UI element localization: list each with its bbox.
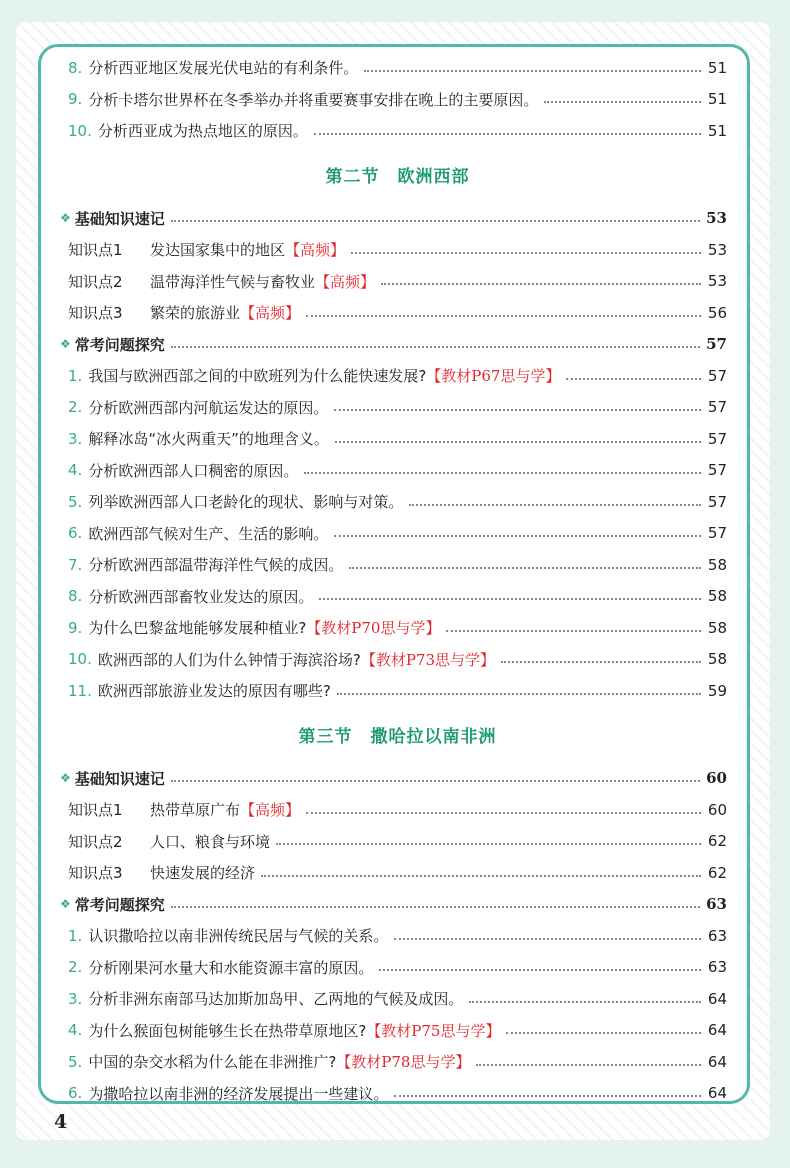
question-item[interactable] (68, 1046, 727, 1078)
knowledge-page: 53 (707, 272, 727, 291)
question-text: 分析刚果河水量大和水能资源丰富的原因。 (88, 958, 374, 977)
question-number: 7. (68, 555, 83, 574)
question-number: 5. (68, 492, 83, 511)
question-page: 64 (707, 1084, 727, 1103)
question-number: 6. (68, 524, 83, 543)
heading-text: 基础知识速记 (74, 769, 165, 788)
leader-dots (506, 1032, 701, 1034)
question-item[interactable] (68, 455, 727, 487)
question-text: 欧洲西部旅游业发达的原因有哪些? (97, 682, 331, 701)
basic-knowledge-heading[interactable] (60, 203, 727, 235)
leader-dots (469, 1001, 701, 1003)
leader-dots (476, 1064, 701, 1066)
leader-dots (334, 535, 701, 537)
table-of-contents (60, 52, 727, 1109)
knowledge-label: 知识点3 (68, 864, 123, 883)
knowledge-point[interactable] (68, 234, 727, 266)
question-text: 分析欧洲西部人口稠密的原因。 (88, 461, 299, 480)
question-text: 欧洲西部的人们为什么钟情于海滨浴场? (97, 650, 361, 669)
question-text: 为撒哈拉以南非洲的经济发展提出一些建议。 (88, 1084, 389, 1103)
textbook-tag: 【教材P73思与学】 (360, 650, 496, 669)
question-page: 64 (707, 989, 727, 1008)
knowledge-text: 热带草原广布 (150, 801, 241, 820)
diamond-icon: ❖ (60, 771, 71, 786)
question-item[interactable] (68, 675, 727, 707)
item-page: 51 (707, 58, 727, 77)
question-item[interactable] (68, 1078, 727, 1110)
question-item[interactable] (68, 920, 727, 952)
frequency-tag: 【高频】 (240, 801, 301, 820)
question-page: 64 (707, 1021, 727, 1040)
knowledge-page: 62 (707, 863, 727, 882)
knowledge-text: 温带海洋性气候与畜牧业 (150, 272, 316, 291)
leader-dots (381, 283, 701, 285)
frequency-tag: 【高频】 (240, 304, 301, 323)
leader-dots (364, 70, 701, 72)
leader-dots (261, 875, 701, 877)
leader-dots (409, 504, 701, 506)
knowledge-text: 发达国家集中的地区 (150, 241, 286, 260)
textbook-tag: 【教材P70思与学】 (306, 619, 441, 638)
question-item[interactable] (68, 486, 727, 518)
knowledge-label: 知识点2 (68, 832, 123, 851)
leader-dots (349, 567, 701, 569)
leader-dots (351, 252, 701, 254)
questions-heading[interactable] (60, 889, 727, 921)
item-page: 51 (707, 90, 727, 109)
leader-dots (394, 1095, 701, 1097)
question-page: 57 (707, 492, 727, 511)
question-item[interactable] (68, 581, 727, 613)
leader-dots (544, 101, 701, 103)
item-number: 10. (68, 121, 92, 140)
page-number: 4 (54, 1111, 68, 1133)
question-number: 9. (68, 618, 83, 637)
heading-text: 基础知识速记 (74, 209, 165, 228)
knowledge-point[interactable] (68, 266, 727, 298)
leader-dots (171, 906, 700, 908)
section-title: 第二节 欧洲西部 (325, 167, 470, 187)
question-page: 58 (707, 587, 727, 606)
question-number: 5. (68, 1052, 83, 1071)
textbook-tag: 【教材P78思与学】 (336, 1053, 471, 1072)
question-number: 3. (68, 429, 83, 448)
knowledge-text: 人口、粮食与环境 (150, 832, 271, 851)
heading-page: 63 (706, 895, 727, 914)
question-text: 解释冰岛“冰火两重天”的地理含义。 (88, 430, 329, 449)
knowledge-text: 快速发展的经济 (150, 864, 256, 883)
diamond-icon: ❖ (60, 337, 71, 352)
leader-dots (334, 409, 701, 411)
leader-dots (276, 843, 701, 845)
question-list (68, 920, 727, 1109)
leader-dots (501, 661, 701, 663)
leader-dots (171, 220, 700, 222)
question-number: 8. (68, 587, 83, 606)
question-item[interactable] (68, 983, 727, 1015)
knowledge-page: 62 (707, 832, 727, 851)
leader-dots (335, 441, 701, 443)
leader-dots (306, 812, 701, 814)
question-number: 2. (68, 398, 83, 417)
leader-dots (379, 969, 701, 971)
question-number: 3. (68, 989, 83, 1008)
question-text: 中国的杂交水稻为什么能在非洲推广? (88, 1053, 337, 1072)
basic-knowledge-heading[interactable] (60, 763, 727, 795)
knowledge-label: 知识点1 (68, 801, 123, 820)
question-number: 1. (68, 926, 83, 945)
question-item[interactable] (68, 423, 727, 455)
question-item[interactable] (68, 549, 727, 581)
question-item[interactable] (68, 644, 727, 676)
knowledge-label: 知识点3 (68, 304, 123, 323)
knowledge-point[interactable] (68, 794, 727, 826)
heading-page: 60 (706, 769, 727, 788)
question-page: 57 (707, 429, 727, 448)
knowledge-point[interactable] (68, 826, 727, 858)
knowledge-point[interactable] (68, 297, 727, 329)
question-page: 63 (707, 958, 727, 977)
question-text: 分析非洲东南部马达加斯加岛甲、乙两地的气候及成因。 (88, 990, 464, 1009)
leader-dots (446, 630, 701, 632)
question-list (68, 360, 727, 707)
heading-text: 常考问题探究 (74, 895, 165, 914)
question-text: 我国与欧洲西部之间的中欧班列为什么能快速发展? (88, 367, 427, 386)
question-item[interactable] (68, 392, 727, 424)
knowledge-label: 知识点1 (68, 241, 123, 260)
item-page: 51 (707, 121, 727, 140)
question-page: 57 (707, 524, 727, 543)
knowledge-page: 60 (707, 800, 727, 819)
question-item[interactable] (68, 612, 727, 644)
leader-dots (566, 378, 701, 380)
item-number: 9. (68, 90, 83, 109)
toc-item[interactable] (68, 52, 727, 84)
diamond-icon: ❖ (60, 211, 71, 226)
item-text: 分析卡塔尔世界杯在冬季举办并将重要赛事安排在晚上的主要原因。 (88, 90, 539, 109)
knowledge-text: 繁荣的旅游业 (150, 304, 241, 323)
question-item[interactable] (68, 952, 727, 984)
textbook-tag: 【教材P75思与学】 (366, 1021, 501, 1040)
knowledge-page: 56 (707, 303, 727, 322)
question-page: 57 (707, 461, 727, 480)
question-number: 4. (68, 1021, 83, 1040)
leader-dots (394, 938, 701, 940)
frequency-tag: 【高频】 (285, 241, 346, 260)
knowledge-page: 53 (707, 240, 727, 259)
leader-dots (314, 133, 701, 135)
heading-page: 53 (706, 209, 727, 228)
question-page: 64 (707, 1052, 727, 1071)
question-page: 59 (707, 681, 727, 700)
frequency-tag: 【高频】 (315, 272, 376, 291)
question-text: 列举欧洲西部人口老龄化的现状、影响与对策。 (88, 493, 404, 512)
question-item[interactable] (68, 1015, 727, 1047)
question-page: 58 (707, 555, 727, 574)
question-text: 认识撒哈拉以南非洲传统民居与气候的关系。 (88, 927, 389, 946)
section-title: 第三节 撒哈拉以南非洲 (298, 727, 497, 747)
question-number: 1. (68, 366, 83, 385)
question-text: 分析欧洲西部畜牧业发达的原因。 (88, 587, 314, 606)
questions-heading[interactable] (60, 329, 727, 361)
question-page: 63 (707, 926, 727, 945)
item-number: 8. (68, 58, 83, 77)
question-text: 分析欧洲西部内河航运发达的原因。 (88, 398, 329, 417)
question-page: 58 (707, 650, 727, 669)
leader-dots (319, 598, 701, 600)
question-text: 为什么猴面包树能够生长在热带草原地区? (88, 1021, 367, 1040)
heading-page: 57 (706, 335, 727, 354)
leader-dots (306, 315, 701, 317)
item-text: 分析西亚地区发展光伏电站的有利条件。 (88, 59, 359, 78)
question-number: 6. (68, 1084, 83, 1103)
question-number: 11. (68, 681, 92, 700)
textbook-tag: 【教材P67思与学】 (426, 367, 561, 386)
question-text: 为什么巴黎盆地能够发展种植业? (88, 619, 307, 638)
question-item[interactable] (68, 518, 727, 550)
leader-dots (304, 472, 701, 474)
item-text: 分析西亚成为热点地区的原因。 (97, 122, 308, 141)
question-text: 欧洲西部气候对生产、生活的影响。 (88, 524, 329, 543)
leader-dots (171, 346, 700, 348)
question-number: 10. (68, 650, 92, 669)
toc-item[interactable] (68, 115, 727, 147)
question-number: 2. (68, 958, 83, 977)
heading-text: 常考问题探究 (74, 335, 165, 354)
knowledge-label: 知识点2 (68, 272, 123, 291)
question-page: 57 (707, 366, 727, 385)
question-text: 分析欧洲西部温带海洋性气候的成因。 (88, 556, 344, 575)
knowledge-point[interactable] (68, 857, 727, 889)
question-page: 57 (707, 398, 727, 417)
question-item[interactable] (68, 360, 727, 392)
leader-dots (337, 693, 701, 695)
leader-dots (171, 780, 700, 782)
question-page: 58 (707, 618, 727, 637)
diamond-icon: ❖ (60, 897, 71, 912)
question-number: 4. (68, 461, 83, 480)
toc-item[interactable] (68, 84, 727, 116)
